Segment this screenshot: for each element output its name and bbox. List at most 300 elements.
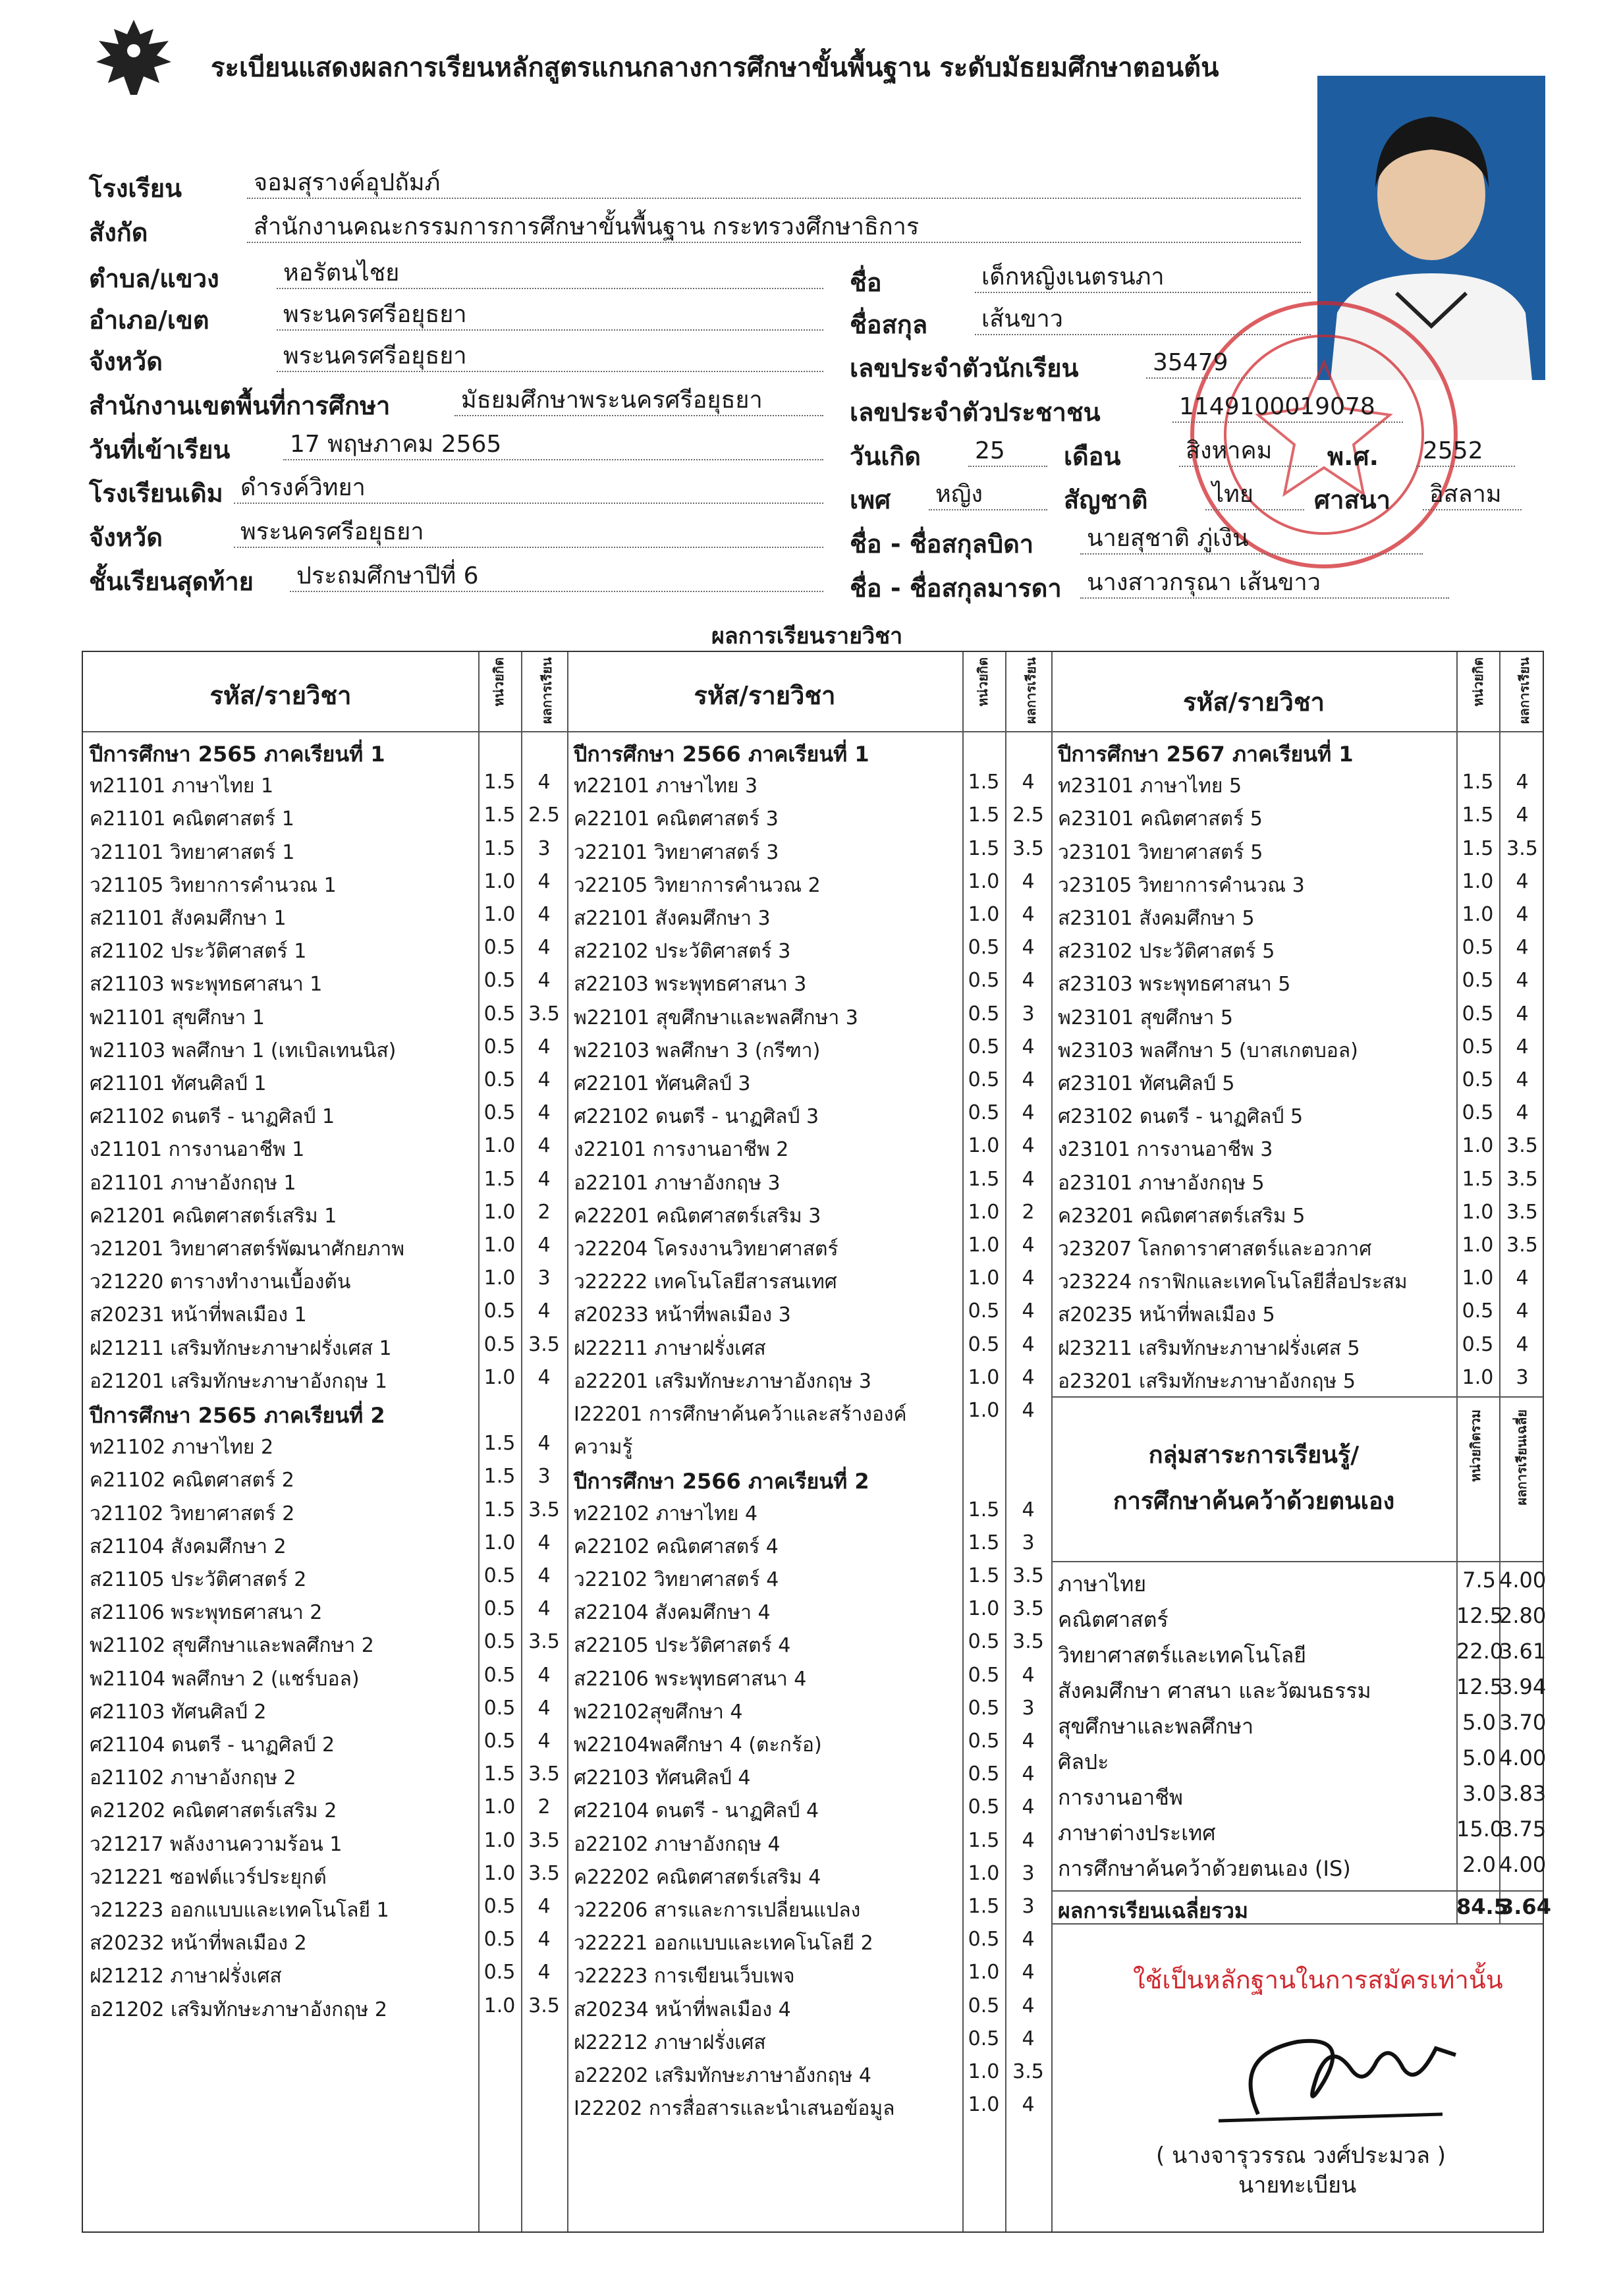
- course-row: [567, 837, 1051, 870]
- course-credit: 1.0: [483, 1200, 516, 1224]
- course-credit: 1.5: [483, 804, 516, 827]
- course-grade: 4: [1022, 1332, 1035, 1356]
- course-row: [1051, 771, 1545, 804]
- course-row: [567, 1399, 1051, 1432]
- course-name: พ22101 สุขศึกษาและพลศึกษา 3: [574, 1006, 858, 1029]
- course-name: พ21103 พลศึกษา 1 (เทเบิลเทนนิส): [90, 1039, 397, 1062]
- summary-row: [1051, 1639, 1545, 1674]
- summary-credit: 15.0: [1456, 1817, 1504, 1842]
- course-grade: 4: [537, 1961, 551, 1984]
- course-credit: 0.5: [968, 1696, 1000, 1720]
- prev-school-label: โรงเรียนเดิม: [89, 479, 223, 508]
- course-row: [83, 1664, 567, 1697]
- course-row: [83, 1961, 567, 1994]
- course-name: ปีการศึกษา 2567 ภาคเรียนที่ 1: [1058, 742, 1354, 767]
- citizen-id-value: 1149100019078: [1172, 392, 1403, 423]
- course-credit: 1.5: [483, 771, 516, 794]
- course-credit: 1.5: [483, 1432, 516, 1456]
- course-name: ส20231 หน้าที่พลเมือง 1: [90, 1303, 307, 1327]
- course-credit: 1.0: [483, 1795, 516, 1819]
- course-name: ศ21101 ทัศนศิลป์ 1: [90, 1072, 267, 1095]
- course-row: [1051, 870, 1545, 903]
- course-credit: 0.5: [968, 1730, 1000, 1753]
- course-row: [567, 1994, 1051, 2027]
- course-name: ง23101 การงานอาชีพ 3: [1058, 1138, 1273, 1162]
- course-grade: 3.5: [528, 1498, 560, 1521]
- surname-value: เส้นขาว: [975, 304, 1311, 335]
- course-grade: 4: [1022, 1663, 1035, 1687]
- course-name: ว22221 ออกแบบและเทคโนโลยี 2: [574, 1932, 873, 1955]
- course-credit: 1.0: [483, 1234, 516, 1257]
- course-name: พ23101 สุขศึกษา 5: [1058, 1006, 1234, 1029]
- course-row: [83, 1531, 567, 1564]
- course-grade: 3: [1022, 1531, 1035, 1554]
- course-name: ส23101 สังคมศึกษา 5: [1058, 907, 1255, 930]
- course-grade: 3.5: [528, 1994, 560, 2017]
- course-row: [1051, 1201, 1545, 1234]
- course-grade: 4: [537, 1035, 551, 1058]
- summary-gpa: 4.00: [1499, 1852, 1547, 1877]
- course-name: พ21101 สุขศึกษา 1: [90, 1006, 265, 1029]
- course-row: [567, 1267, 1051, 1299]
- summary-credit: 2.0: [1462, 1852, 1496, 1877]
- garuda-emblem-icon: [91, 14, 177, 100]
- course-name: ค22102 คณิตศาสตร์ 4: [574, 1535, 779, 1558]
- religion-label: ศาสนา: [1314, 485, 1390, 514]
- course-grade: 4: [1022, 1994, 1035, 2017]
- surname-label: ชื่อสกุล: [850, 310, 928, 339]
- course-name: พ22103 พลศึกษา 3 (กรีฑา): [574, 1039, 821, 1062]
- col3-grade-header: ผลการเรียน: [1516, 657, 1532, 724]
- course-credit: 0.5: [968, 1630, 1000, 1654]
- course-row: [567, 1068, 1051, 1101]
- course-credit: 0.5: [483, 1961, 516, 1984]
- summary-row: [1051, 1745, 1545, 1781]
- course-row: [567, 1730, 1051, 1763]
- mother-label: ชื่อ - ชื่อสกุลมารดา: [850, 574, 1062, 603]
- course-row: [567, 1664, 1051, 1697]
- course-credit: 1.0: [968, 869, 1000, 893]
- course-grade: 4: [537, 1234, 551, 1257]
- course-name: ส22103 พระพุทธศาสนา 3: [574, 973, 807, 997]
- summary-subject-group: สุขศึกษาและพลศึกษา: [1058, 1714, 1254, 1739]
- course-name: ว22206 สารและการเปลี่ยนแปลง: [574, 1899, 861, 1922]
- course-grade: 4: [1022, 903, 1035, 926]
- course-name: ท21101 ภาษาไทย 1: [90, 775, 274, 798]
- course-name: ศ22101 ทัศนศิลป์ 3: [574, 1072, 751, 1095]
- summary-gpa: 3.83: [1499, 1781, 1547, 1806]
- last-class-value: ประถมศึกษาปีที่ 6: [290, 561, 823, 592]
- course-name: ศ22103 ทัศนศิลป์ 4: [574, 1766, 751, 1790]
- course-credit: 0.5: [483, 1630, 516, 1654]
- course-row: [567, 1829, 1051, 1862]
- student-id-value: 35479: [1146, 348, 1311, 379]
- summary-gpa: 3.94: [1499, 1674, 1547, 1699]
- course-grade: 4: [1516, 969, 1529, 993]
- course-grade: 4: [537, 1928, 551, 1952]
- course-name: พ22104พลศึกษา 4 (ตะกร้อ): [574, 1734, 822, 1757]
- course-grade: 3.5: [528, 1630, 560, 1654]
- course-name: ศ21102 ดนตรี - นาฏศิลป์ 1: [90, 1105, 335, 1129]
- course-credit: 0.5: [1462, 1068, 1494, 1091]
- course-row: [83, 1068, 567, 1101]
- course-row: [567, 1201, 1051, 1234]
- course-row: [83, 771, 567, 804]
- course-credit: 1.0: [968, 2060, 1000, 2083]
- course-row: [1051, 1002, 1545, 1035]
- course-row: [83, 1994, 567, 2027]
- summary-row: [1051, 1852, 1545, 1888]
- course-row: [83, 1763, 567, 1795]
- course-row: [1051, 1234, 1545, 1267]
- course-grade: 4: [1022, 1399, 1035, 1422]
- course-grade: 4: [537, 936, 551, 960]
- course-credit: 0.5: [1462, 1002, 1494, 1025]
- course-row: [83, 1234, 567, 1267]
- course-grade: 4: [537, 1299, 551, 1323]
- course-credit: 1.5: [483, 1465, 516, 1489]
- course-grade: 4: [537, 1597, 551, 1621]
- summary-credit: 12.5: [1456, 1674, 1504, 1699]
- course-grade: 2.5: [1012, 804, 1044, 827]
- summary-subject-group: ศิลปะ: [1058, 1749, 1109, 1774]
- course-row: [567, 1002, 1051, 1035]
- course-credit: 1.5: [968, 1531, 1000, 1554]
- summary-row: [1051, 1674, 1545, 1710]
- course-row: [1051, 936, 1545, 969]
- course-name: ส21106 พระพุทธศาสนา 2: [90, 1601, 323, 1625]
- course-grade: 2.5: [528, 804, 560, 827]
- course-name: ว23105 วิทยาการคำนวณ 3: [1058, 873, 1305, 897]
- enroll-date-label: วันที่เข้าเรียน: [89, 435, 231, 464]
- col1-header: รหัส/รายวิชา: [209, 681, 352, 710]
- birth-year-label: พ.ศ.: [1327, 442, 1379, 471]
- course-row: [567, 1035, 1051, 1068]
- birth-year-value: 2552: [1416, 436, 1515, 467]
- course-grade: 2: [537, 1795, 551, 1819]
- course-credit: 0.5: [483, 1035, 516, 1058]
- school-value: จอมสุรางค์อุปถัมภ์: [247, 168, 1301, 199]
- course-row: [567, 2027, 1051, 2060]
- course-row: [83, 969, 567, 1002]
- course-grade: 4: [1022, 1928, 1035, 1952]
- course-grade: 4: [1022, 1730, 1035, 1753]
- course-grade: 3.5: [528, 1332, 560, 1356]
- course-grade: 4: [1022, 2093, 1035, 2117]
- course-credit: 0.5: [483, 969, 516, 993]
- course-name: ว21105 วิทยาการคำนวณ 1: [90, 873, 337, 897]
- course-row: [1051, 1068, 1545, 1101]
- course-row: [1051, 804, 1545, 836]
- course-grade: 4: [1516, 804, 1529, 827]
- course-row: [83, 870, 567, 903]
- course-grade: 3: [537, 1465, 551, 1489]
- course-row: [1051, 1134, 1545, 1167]
- course-grade: 4: [537, 1432, 551, 1456]
- summary-gpa: 4.00: [1499, 1568, 1547, 1593]
- course-name: อ23101 ภาษาอังกฤษ 5: [1058, 1171, 1265, 1195]
- course-credit: 1.5: [968, 1167, 1000, 1191]
- subdistrict-value: หอรัตนไชย: [277, 258, 823, 289]
- course-row: [567, 804, 1051, 836]
- course-row: [567, 1366, 1051, 1399]
- course-row: [567, 1498, 1051, 1531]
- course-grade: 4: [537, 969, 551, 993]
- course-credit: 1.5: [968, 1828, 1000, 1852]
- course-grade: 4: [1022, 771, 1035, 794]
- course-name: ว22222 เทคโนโลยีสารสนเทศ: [574, 1271, 837, 1294]
- course-grade: 4: [1022, 1763, 1035, 1786]
- course-row: [83, 1366, 567, 1399]
- section-title: ผลการเรียนรายวิชา: [711, 623, 903, 649]
- course-row: [567, 969, 1051, 1002]
- course-grade: 2: [537, 1200, 551, 1224]
- course-name: ฝ22211 ภาษาฝรั่งเศส: [574, 1336, 766, 1360]
- course-grade: 4: [537, 903, 551, 926]
- course-name: ว22204 โครงงานวิทยาศาสตร์: [574, 1238, 839, 1261]
- course-row: [567, 1101, 1051, 1134]
- course-name: ศ23102 ดนตรี - นาฏศิลป์ 5: [1058, 1105, 1304, 1129]
- course-grade: 4: [1516, 1267, 1529, 1290]
- course-credit: 1.0: [1462, 869, 1494, 893]
- course-row: [83, 1498, 567, 1531]
- course-grade: 2: [1022, 1200, 1035, 1224]
- course-credit: 0.5: [483, 1299, 516, 1323]
- course-credit: 0.5: [968, 1763, 1000, 1786]
- course-name: ส21104 สังคมศึกษา 2: [90, 1535, 287, 1558]
- course-credit: 0.5: [1462, 1332, 1494, 1356]
- summary-total-credit: 84.5: [1456, 1894, 1508, 1919]
- course-grade: 3.5: [1012, 1630, 1044, 1654]
- course-credit: 1.0: [1462, 1134, 1494, 1158]
- course-grade: 3.5: [528, 1763, 560, 1786]
- district-value: พระนครศรีอยุธยา: [277, 300, 823, 331]
- course-credit: 1.0: [483, 1861, 516, 1885]
- course-grade: 4: [537, 1134, 551, 1158]
- course-name: ว21101 วิทยาศาสตร์ 1: [90, 840, 295, 864]
- course-credit: 1.0: [483, 1828, 516, 1852]
- col1-grade-header: ผลการเรียน: [539, 657, 555, 724]
- summary-credit: 3.0: [1462, 1781, 1496, 1806]
- course-name: ท22102 ภาษาไทย 4: [574, 1502, 758, 1525]
- summary-subject-group: ภาษาต่างประเทศ: [1058, 1820, 1216, 1845]
- affiliation-value: สำนักงานคณะกรรมการการศึกษาขั้นพื้นฐาน กระทรวงศึกษาธิการ: [247, 212, 1301, 243]
- course-credit: 0.5: [483, 1730, 516, 1753]
- summary-title-2: การศึกษาค้นคว้าด้วยตนเอง: [1113, 1488, 1395, 1515]
- semester-header: [83, 1399, 567, 1432]
- course-name: อ22202 เสริมทักษะภาษาอังกฤษ 4: [574, 2064, 871, 2087]
- course-name: ปีการศึกษา 2566 ภาคเรียนที่ 2: [574, 1469, 869, 1494]
- course-name: ว21223 ออกแบบและเทคโนโลยี 1: [90, 1899, 389, 1922]
- course-name: พ21102 สุขศึกษาและพลศึกษา 2: [90, 1634, 374, 1658]
- summary-gpa: 4.00: [1499, 1745, 1547, 1770]
- summary-total-grade: 3.64: [1499, 1894, 1551, 1919]
- course-name: ว22223 การเขียนเว็บเพจ: [574, 1965, 795, 1988]
- sex-label: เพศ: [850, 485, 891, 514]
- course-name: ว23224 กราฟิกและเทคโนโลยีสื่อประสม: [1058, 1271, 1408, 1294]
- course-grade: 3.5: [1012, 1597, 1044, 1621]
- course-name: ศ21104 ดนตรี - นาฏศิลป์ 2: [90, 1734, 335, 1757]
- course-grade: 4: [1022, 1828, 1035, 1852]
- course-grade: 3: [1022, 1861, 1035, 1885]
- summary-gpa: 3.70: [1499, 1710, 1547, 1735]
- registrar-name: ( นางจารุวรรณ วงศ์ประมวล ): [1156, 2143, 1446, 2169]
- birth-day-value: 25: [968, 436, 1047, 467]
- province-label: จังหวัด: [89, 347, 163, 376]
- course-name: ว23207 โลกดาราศาสตร์และอวกาศ: [1058, 1238, 1372, 1261]
- nationality-value: ไทย: [1205, 479, 1304, 510]
- summary-grade-header: ผลการเรียนเฉลี่ย: [1514, 1409, 1529, 1506]
- course-name: ศ22102 ดนตรี - นาฏศิลป์ 3: [574, 1105, 819, 1129]
- course-credit: 0.5: [968, 1035, 1000, 1058]
- course-grade: 3: [537, 836, 551, 860]
- course-credit: 1.5: [1462, 804, 1494, 827]
- document-title: ระเบียนแสดงผลการเรียนหลักสูตรแกนกลางการศึกษาขั้นพื้นฐาน ระดับมัธยมศึกษาตอนต้น: [211, 53, 1219, 83]
- course-name: ปีการศึกษา 2566 ภาคเรียนที่ 1: [574, 742, 869, 767]
- col3-header: รหัส/รายวิชา: [1182, 688, 1325, 717]
- course-row: [1051, 969, 1545, 1002]
- course-name: พ23103 พลศึกษา 5 (บาสเกตบอล): [1058, 1039, 1358, 1062]
- course-name: ส22106 พระพุทธศาสนา 4: [574, 1667, 807, 1691]
- course-grade: 3.5: [1506, 836, 1538, 860]
- course-credit: 1.5: [483, 1498, 516, 1521]
- course-row: [1051, 1299, 1545, 1332]
- course-name: อ22101 ภาษาอังกฤษ 3: [574, 1171, 781, 1195]
- summary-row: [1051, 1568, 1545, 1603]
- course-name: อ22201 เสริมทักษะภาษาอังกฤษ 3: [574, 1369, 871, 1393]
- course-row: [83, 804, 567, 836]
- course-credit: 1.5: [1462, 771, 1494, 794]
- course-grade: 4: [1516, 1332, 1529, 1356]
- course-grade: 4: [1022, 869, 1035, 893]
- course-row: [83, 1267, 567, 1299]
- course-credit: 0.5: [483, 1928, 516, 1952]
- course-grade: 3.5: [1506, 1167, 1538, 1191]
- summary-row: [1051, 1817, 1545, 1852]
- course-grade: 4: [1022, 1134, 1035, 1158]
- birth-month-value: สิงหาคม: [1179, 436, 1317, 467]
- course-credit: 0.5: [968, 2027, 1000, 2050]
- course-name: ท22101 ภาษาไทย 3: [574, 775, 758, 798]
- course-row: [83, 1730, 567, 1763]
- birth-day-label: วันเกิด: [850, 442, 921, 471]
- course-grade: 4: [1022, 936, 1035, 960]
- course-credit: 1.0: [968, 1399, 1000, 1422]
- course-credit: 1.0: [483, 1267, 516, 1290]
- course-credit: 1.0: [483, 869, 516, 893]
- course-row: [567, 1299, 1051, 1332]
- course-name: ค21202 คณิตศาสตร์เสริม 2: [90, 1799, 337, 1823]
- course-credit: 1.5: [968, 836, 1000, 860]
- course-credit: 1.5: [968, 804, 1000, 827]
- course-row: [1051, 837, 1545, 870]
- course-name: ง21101 การงานอาชีพ 1: [90, 1138, 305, 1162]
- course-credit: 1.5: [483, 836, 516, 860]
- course-grade: 4: [1022, 1961, 1035, 1984]
- course-credit: 0.5: [968, 1663, 1000, 1687]
- prev-province-value: พระนครศรีอยุธยา: [234, 517, 823, 548]
- course-credit: 0.5: [483, 1564, 516, 1587]
- course-credit: 1.5: [1462, 1167, 1494, 1191]
- course-name: I22202 การสื่อสารและนำเสนอข้อมูล: [574, 2097, 895, 2121]
- summary-row: [1051, 1710, 1545, 1745]
- course-credit: 1.5: [483, 1167, 516, 1191]
- semester-header: [1051, 738, 1545, 771]
- course-credit: 1.0: [968, 1267, 1000, 1290]
- course-grade: 4: [1516, 1299, 1529, 1323]
- course-row: [567, 2060, 1051, 2093]
- course-credit: 1.5: [968, 1498, 1000, 1521]
- summary-subject-group: วิทยาศาสตร์และเทคโนโลยี: [1058, 1643, 1307, 1668]
- course-name: ค21201 คณิตศาสตร์เสริม 1: [90, 1204, 337, 1228]
- course-grade: 4: [537, 1895, 551, 1918]
- course-credit: 1.0: [1462, 1267, 1494, 1290]
- course-credit: 0.5: [968, 1101, 1000, 1125]
- course-credit: 1.0: [968, 1597, 1000, 1621]
- course-grade: 3.5: [1012, 836, 1044, 860]
- course-credit: 0.5: [483, 1002, 516, 1025]
- course-name: ส21103 พระพุทธศาสนา 1: [90, 973, 323, 997]
- summary-subject-group: ภาษาไทย: [1058, 1572, 1147, 1597]
- course-credit: 0.5: [483, 1895, 516, 1918]
- course-row: [83, 1134, 567, 1167]
- course-credit: 0.5: [1462, 1299, 1494, 1323]
- course-row: [1051, 903, 1545, 936]
- course-grade: 3.5: [1012, 1564, 1044, 1587]
- course-name: ฝ22212 ภาษาฝรั่งเศส: [574, 2031, 766, 2054]
- course-row: [83, 1895, 567, 1928]
- course-row: [567, 1134, 1051, 1167]
- course-grade: 4: [1022, 1035, 1035, 1058]
- summary-gpa: 3.75: [1499, 1817, 1547, 1842]
- course-credit: 1.0: [968, 1961, 1000, 1984]
- registrar-position: นายทะเบียน: [1238, 2172, 1357, 2199]
- course-row: [83, 1795, 567, 1828]
- course-row: [1051, 1168, 1545, 1201]
- last-class-label: ชั้นเรียนสุดท้าย: [89, 567, 254, 596]
- course-grade: 4: [1022, 1795, 1035, 1819]
- course-grade: 4: [1516, 1068, 1529, 1091]
- course-row: [567, 1697, 1051, 1730]
- course-credit: 0.5: [483, 1068, 516, 1091]
- course-credit: 0.5: [483, 1663, 516, 1687]
- course-grade: 4: [537, 1531, 551, 1554]
- course-credit: 1.0: [483, 1134, 516, 1158]
- course-credit: 1.0: [968, 903, 1000, 926]
- course-row: [567, 903, 1051, 936]
- course-name: ส23103 พระพุทธศาสนา 5: [1058, 973, 1291, 997]
- course-grade: 3.5: [528, 1002, 560, 1025]
- course-credit: 1.5: [968, 1895, 1000, 1918]
- registrar-signature: [1219, 2015, 1469, 2134]
- course-grade: 4: [537, 1730, 551, 1753]
- course-row: [567, 936, 1051, 969]
- course-grade: 3.5: [1012, 2060, 1044, 2083]
- prev-school-value: ดำรงค์วิทยา: [234, 473, 823, 504]
- course-row: [83, 1630, 567, 1663]
- summary-total-row: [1051, 1894, 1551, 1930]
- course-grade: 4: [537, 1696, 551, 1720]
- course-credit: 0.5: [968, 936, 1000, 960]
- summary-credit: 12.5: [1456, 1603, 1504, 1628]
- course-name: ส20232 หน้าที่พลเมือง 2: [90, 1932, 307, 1955]
- district-label: อำเภอ/เขต: [89, 306, 209, 335]
- course-name: ส21105 ประวัติศาสตร์ 2: [90, 1568, 307, 1591]
- course-grade: 4: [1516, 869, 1529, 893]
- course-credit: 1.5: [483, 1763, 516, 1786]
- course-row: [83, 1432, 567, 1465]
- course-row: [83, 1299, 567, 1332]
